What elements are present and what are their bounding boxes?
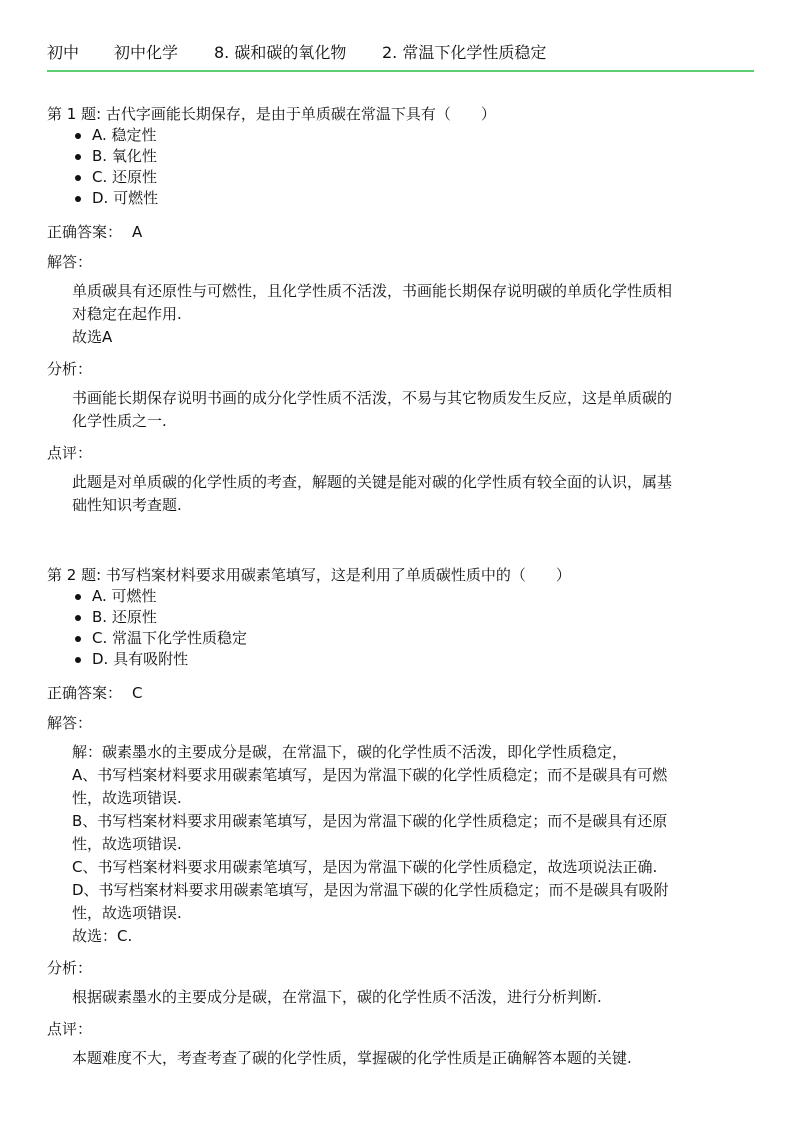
comment-line: 础性知识考查题. — [72, 496, 182, 514]
breadcrumb — [47, 38, 754, 64]
correct-answer — [47, 683, 754, 703]
solution-body — [47, 280, 754, 349]
solution-label: 解答： — [47, 253, 93, 271]
bullet-icon — [75, 636, 81, 642]
option-text: A. 稳定性 — [92, 126, 157, 144]
solution-line: 故选：C. — [72, 927, 133, 945]
question-stem: 第 1 题: 古代字画能长期保存，是由于单质碳在常温下具有（ ） — [47, 105, 496, 123]
option-list — [47, 125, 754, 209]
option-item — [75, 586, 754, 607]
breadcrumb-chapter[interactable]: 8. 碳和碳的氧化物 — [214, 42, 347, 62]
answer-value: A — [132, 223, 143, 241]
breadcrumb-level[interactable]: 初中 — [47, 42, 80, 62]
solution-line: 解：碳素墨水的主要成分是碳，在常温下，碳的化学性质不活泼，即化学性质稳定， — [72, 743, 628, 761]
solution-line: 性，故选项错误. — [72, 789, 182, 807]
answer-label: 正确答案： — [47, 223, 123, 241]
option-list — [47, 586, 754, 670]
option-text: C. 还原性 — [92, 168, 158, 186]
analysis-body — [47, 986, 754, 1009]
solution-line: C、书写档案材料要求用碳素笔填写，是因为常温下碳的化学性质稳定，故选项说法正确. — [72, 858, 658, 876]
bullet-icon — [75, 615, 81, 621]
solution-line: 性，故选项错误. — [72, 835, 182, 853]
solution-label: 解答： — [47, 714, 93, 732]
solution-line: B、书写档案材料要求用碳素笔填写，是因为常温下碳的化学性质稳定；而不是碳具有还原 — [72, 812, 668, 830]
option-text: D. 可燃性 — [92, 189, 159, 207]
solution-line: 单质碳具有还原性与可燃性，且化学性质不活泼，书画能长期保存说明碳的单质化学性质相 — [72, 282, 673, 300]
comment-body — [47, 471, 754, 517]
option-text: B. 氧化性 — [92, 147, 157, 165]
bullet-icon — [75, 154, 81, 160]
option-item — [75, 649, 754, 670]
option-item — [75, 125, 754, 146]
solution-line: 对稳定在起作用. — [72, 305, 182, 323]
question-1 — [47, 103, 754, 517]
comment-body — [47, 1047, 754, 1070]
solution-line: A、书写档案材料要求用碳素笔填写，是因为常温下碳的化学性质稳定；而不是碳具有可燃 — [72, 766, 668, 784]
answer-label: 正确答案： — [47, 684, 123, 702]
analysis-label: 分析： — [47, 360, 93, 378]
option-text: D. 具有吸附性 — [92, 650, 189, 668]
option-text: C. 常温下化学性质稳定 — [92, 629, 248, 647]
option-item — [75, 628, 754, 649]
bullet-icon — [75, 196, 81, 202]
comment-label: 点评： — [47, 444, 93, 462]
option-text: A. 可燃性 — [92, 587, 157, 605]
option-item — [75, 146, 754, 167]
analysis-body — [47, 387, 754, 433]
analysis-line: 根据碳素墨水的主要成分是碳，在常温下，碳的化学性质不活泼，进行分析判断. — [72, 988, 602, 1006]
bullet-icon — [75, 175, 81, 181]
solution-line: 故选A — [72, 328, 113, 346]
option-item — [75, 188, 754, 209]
breadcrumb-topic[interactable]: 2. 常温下化学性质稳定 — [382, 42, 547, 62]
solution-body — [47, 741, 754, 948]
option-item — [75, 167, 754, 188]
analysis-label: 分析： — [47, 959, 93, 977]
answer-value: C — [132, 684, 143, 702]
question-2 — [47, 564, 754, 1070]
option-item — [75, 607, 754, 628]
solution-line: D、书写档案材料要求用碳素笔填写，是因为常温下碳的化学性质稳定；而不是碳具有吸附 — [72, 881, 669, 899]
comment-line: 本题难度不大，考查考查了碳的化学性质，掌握碳的化学性质是正确解答本题的关键. — [72, 1049, 632, 1067]
header-divider — [47, 70, 754, 72]
breadcrumb-subject[interactable]: 初中化学 — [114, 42, 179, 62]
correct-answer — [47, 222, 754, 242]
option-text: B. 还原性 — [92, 608, 157, 626]
comment-label: 点评： — [47, 1020, 93, 1038]
question-stem: 第 2 题: 书写档案材料要求用碳素笔填写，这是利用了单质碳性质中的（ ） — [47, 566, 571, 584]
analysis-line: 书画能长期保存说明书画的成分化学性质不活泼，不易与其它物质发生反应，这是单质碳的 — [72, 389, 673, 407]
comment-line: 此题是对单质碳的化学性质的考查，解题的关键是能对碳的化学性质有较全面的认识，属基 — [72, 473, 673, 491]
bullet-icon — [75, 133, 81, 139]
solution-line: 性，故选项错误. — [72, 904, 182, 922]
analysis-line: 化学性质之一. — [72, 412, 167, 430]
bullet-icon — [75, 594, 81, 600]
bullet-icon — [75, 657, 81, 663]
